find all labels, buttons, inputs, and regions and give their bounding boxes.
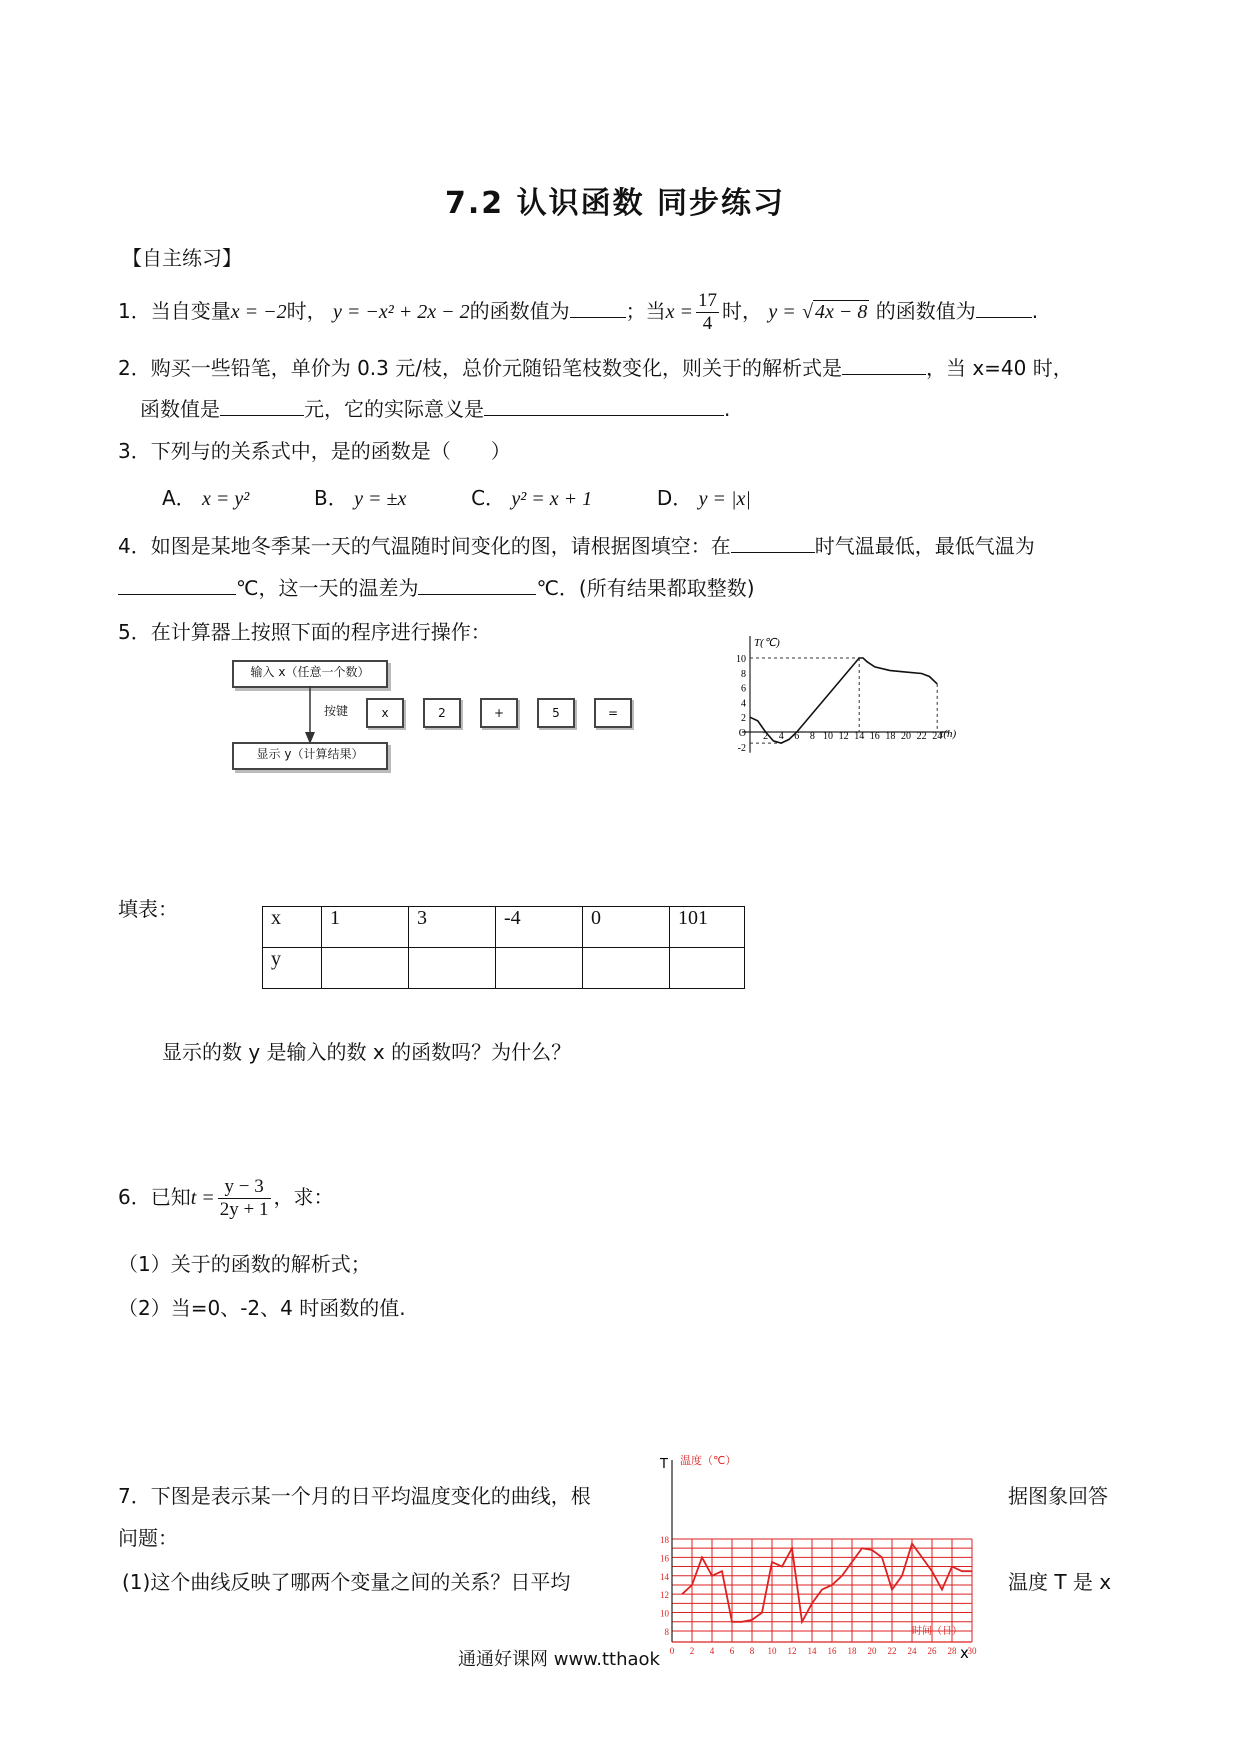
q6-frac-num: y − 3 (218, 1176, 271, 1199)
y-tick-label: 16 (660, 1553, 669, 1564)
q2-text-1: 2．购买一些铅笔，单价为 0.3 元/枝，总价元随铅笔枝数变化，则关于的解析式是 (118, 356, 842, 380)
y-tick-label: O (738, 728, 746, 739)
q3-options (162, 482, 751, 511)
y-tick-label: -2 (737, 742, 746, 754)
option-a[interactable] (162, 486, 249, 510)
table-row (263, 948, 745, 989)
q4-blank-2[interactable] (118, 574, 236, 595)
y-tick-label: 8 (741, 668, 746, 680)
q2-text-1b: ，当 x=40 时， (925, 356, 1073, 380)
key-button: 2 (423, 698, 461, 728)
x-tick-label: 12 (787, 1646, 797, 1656)
q6-part-1: （1）关于的函数的解析式； (118, 1252, 371, 1276)
question-1 (118, 290, 1038, 335)
q1-x-eq: x = (665, 301, 693, 323)
q6-part-2: （2）当=0、-2、4 时函数的值. (118, 1296, 406, 1320)
option-b-expr: y = ±x (354, 488, 407, 510)
x-tick-label: 10 (767, 1646, 777, 1656)
table-cell: x (263, 907, 322, 948)
x-axis-label: t(h) (940, 728, 957, 740)
key-button: x (366, 698, 404, 728)
q4-text-2a: ℃，这一天的温差为 (236, 576, 419, 600)
q2-text-2b: 元，它的实际意义是 (304, 397, 484, 421)
q6-t-eq: t = (190, 1187, 215, 1209)
option-b-label: B． (314, 486, 348, 510)
q2-end: . (724, 397, 731, 421)
monthly-temperature-chart (650, 1450, 980, 1660)
x-tick-label: 30 (967, 1646, 977, 1656)
question-7-line-2: 问题： (118, 1526, 178, 1550)
table-cell[interactable] (496, 948, 583, 989)
question-7-line-1a: 7．下图是表示某一个月的日平均温度变化的曲线，根 (118, 1484, 591, 1508)
x-tick-label: 16 (827, 1646, 837, 1656)
x-tick-label: 0 (669, 1646, 675, 1656)
x-tick-label: 2 (763, 731, 769, 742)
y-tick-label: 8 (664, 1626, 669, 1637)
sqrt-icon: √ (802, 301, 814, 323)
y-tick-label: 2 (741, 713, 746, 725)
q2-blank-1[interactable] (842, 354, 926, 375)
question-6 (118, 1176, 334, 1221)
y-axis-label: T(℃) (754, 637, 780, 649)
question-7-line-3b: 温度 T 是 x (1008, 1570, 1112, 1594)
press-label: 按键 (324, 704, 349, 718)
y-tick-label: 12 (660, 1590, 669, 1601)
table-cell[interactable] (322, 948, 409, 989)
q4-text-1b: 时气温最低，最低气温为 (814, 534, 1035, 558)
x-tick-label: 6 (794, 731, 800, 742)
x-axis-label: 时间（日） (912, 1626, 962, 1637)
q1-text-c: 的函数值为 (469, 299, 570, 323)
x-tick-label: 22 (887, 1646, 897, 1656)
table-cell: 3 (409, 907, 496, 948)
y-tick-label: 14 (660, 1571, 669, 1582)
table-cell: y (263, 948, 322, 989)
q1-y-eq: y = (768, 301, 796, 323)
table-cell[interactable] (670, 948, 745, 989)
y-tick-label: 10 (736, 654, 746, 665)
footer-text: 通通好课网 www.tthaok (458, 1649, 660, 1670)
q2-blank-3-tail (694, 395, 724, 416)
x-tick-label: 4 (709, 1646, 715, 1656)
x-tick-label: 18 (847, 1646, 857, 1656)
q1-end: . (1031, 299, 1039, 323)
q6-frac-den: 2y + 1 (219, 1199, 269, 1220)
q6-text-a: 6．已知 (118, 1185, 191, 1209)
option-c-expr: y² = x + 1 (511, 488, 593, 510)
q1-text-d: ；当 (625, 299, 666, 323)
x-tick-label: 26 (927, 1646, 937, 1656)
table-cell[interactable] (583, 948, 670, 989)
q2-blank-3[interactable] (484, 395, 694, 416)
q6-fraction (218, 1176, 271, 1221)
key-button: 5 (537, 698, 575, 728)
x-tick-label: 8 (749, 1646, 755, 1656)
x-tick-label: 10 (823, 731, 833, 742)
q4-blank-1[interactable] (731, 532, 815, 553)
x-tick-label: 28 (947, 1646, 957, 1656)
table-cell: 0 (583, 907, 670, 948)
q6-text-b: ，求： (273, 1185, 334, 1209)
key-button: + (480, 698, 518, 728)
option-d-label: D． (656, 486, 693, 510)
q4-text-1a: 4．如图是某地冬季某一天的气温随时间变化的图，请根据图填空：在 (118, 534, 731, 558)
q1-x-value: x = −2 (230, 301, 287, 323)
section-heading: 【自主练习】 (122, 246, 242, 270)
question-2-line-2 (140, 395, 730, 423)
x-tick-label: 24 (907, 1646, 917, 1656)
fill-table (262, 906, 745, 989)
arrow-down-icon (300, 686, 320, 746)
option-a-expr: x = y² (202, 488, 250, 510)
q1-text-a: 1．当自变量 (118, 299, 231, 323)
temperature-day-chart (712, 630, 1002, 760)
x-tick-label: 8 (809, 731, 815, 742)
question-5: 5．在计算器上按照下面的程序进行操作： (118, 620, 491, 644)
q4-blank-3[interactable] (418, 574, 536, 595)
q1-radicand: 4x − 8 (815, 301, 868, 323)
x-tick-label: 2 (689, 1646, 695, 1656)
y-tick-label: 6 (741, 683, 746, 695)
x-tick-label: 18 (885, 731, 896, 742)
q2-text-2a: 函数值是 (140, 397, 220, 421)
y-tick-label: 4 (741, 698, 746, 710)
option-d[interactable] (657, 486, 751, 510)
x-tick-label: 14 (807, 1646, 817, 1656)
table-cell[interactable] (409, 948, 496, 989)
table-cell: -4 (496, 907, 583, 948)
q1-text-e: 时， (721, 299, 762, 323)
q2-blank-2[interactable] (220, 395, 304, 416)
key-button: = (594, 698, 632, 728)
series-line (682, 1544, 972, 1622)
axis-letter-t: T (660, 1457, 668, 1472)
q1-text-b: 时， (286, 299, 327, 323)
q1-frac-num: 17 (697, 290, 717, 311)
q5-question: 显示的数 y 是输入的数 x 的函数吗？为什么？ (162, 1040, 572, 1064)
q1-blank-2[interactable] (976, 297, 1032, 318)
table-cell: 101 (670, 907, 745, 948)
x-tick-label: 22 (916, 731, 927, 742)
x-tick-label: 20 (901, 731, 911, 742)
option-d-expr: y = |x| (698, 488, 751, 510)
x-tick-label: 16 (869, 731, 880, 742)
table-row (263, 907, 745, 948)
q1-text-f: 的函数值为 (875, 299, 976, 323)
x-tick-label: 24 (932, 731, 943, 742)
option-c[interactable] (471, 486, 592, 510)
option-c-label: C． (471, 486, 506, 510)
fill-table-label: 填表： (118, 897, 178, 921)
page-title: 7.2 认识函数 同步练习 (445, 186, 786, 221)
option-a-label: A． (162, 486, 196, 510)
question-3: 3．下列与的关系式中，是的函数是（ ） (118, 439, 511, 463)
question-7-line-1b: 据图象回答 (1008, 1484, 1108, 1508)
output-box: 显示 y（计算结果） (232, 742, 388, 770)
question-4-line-2 (118, 574, 755, 602)
question-2-line-1 (118, 354, 1073, 382)
y-axis-label: 温度（℃） (680, 1454, 737, 1467)
y-tick-label: 18 (660, 1534, 669, 1545)
input-box: 输入 x（任意一个数） (232, 660, 388, 688)
y-tick-label: 10 (660, 1608, 669, 1619)
x-tick-label: 20 (867, 1646, 877, 1656)
question-7-line-3a: (1)这个曲线反映了哪两个变量之间的关系？日平均 (122, 1570, 571, 1594)
q1-frac-den: 4 (702, 313, 713, 334)
x-tick-label: 4 (778, 731, 784, 742)
x-tick-label: 14 (854, 731, 865, 742)
table-cell: 1 (322, 907, 409, 948)
x-tick-label: 6 (729, 1646, 735, 1656)
q4-text-2b: ℃．(所有结果都取整数) (536, 576, 755, 600)
q1-fraction (696, 290, 719, 335)
question-4-line-1 (118, 532, 1035, 560)
x-tick-label: 12 (838, 731, 849, 742)
q1-formula-1: y = −x² + 2x − 2 (332, 301, 470, 323)
option-b[interactable] (314, 486, 406, 510)
q1-blank-1[interactable] (570, 297, 626, 318)
axis-letter-x: x (960, 1644, 969, 1660)
